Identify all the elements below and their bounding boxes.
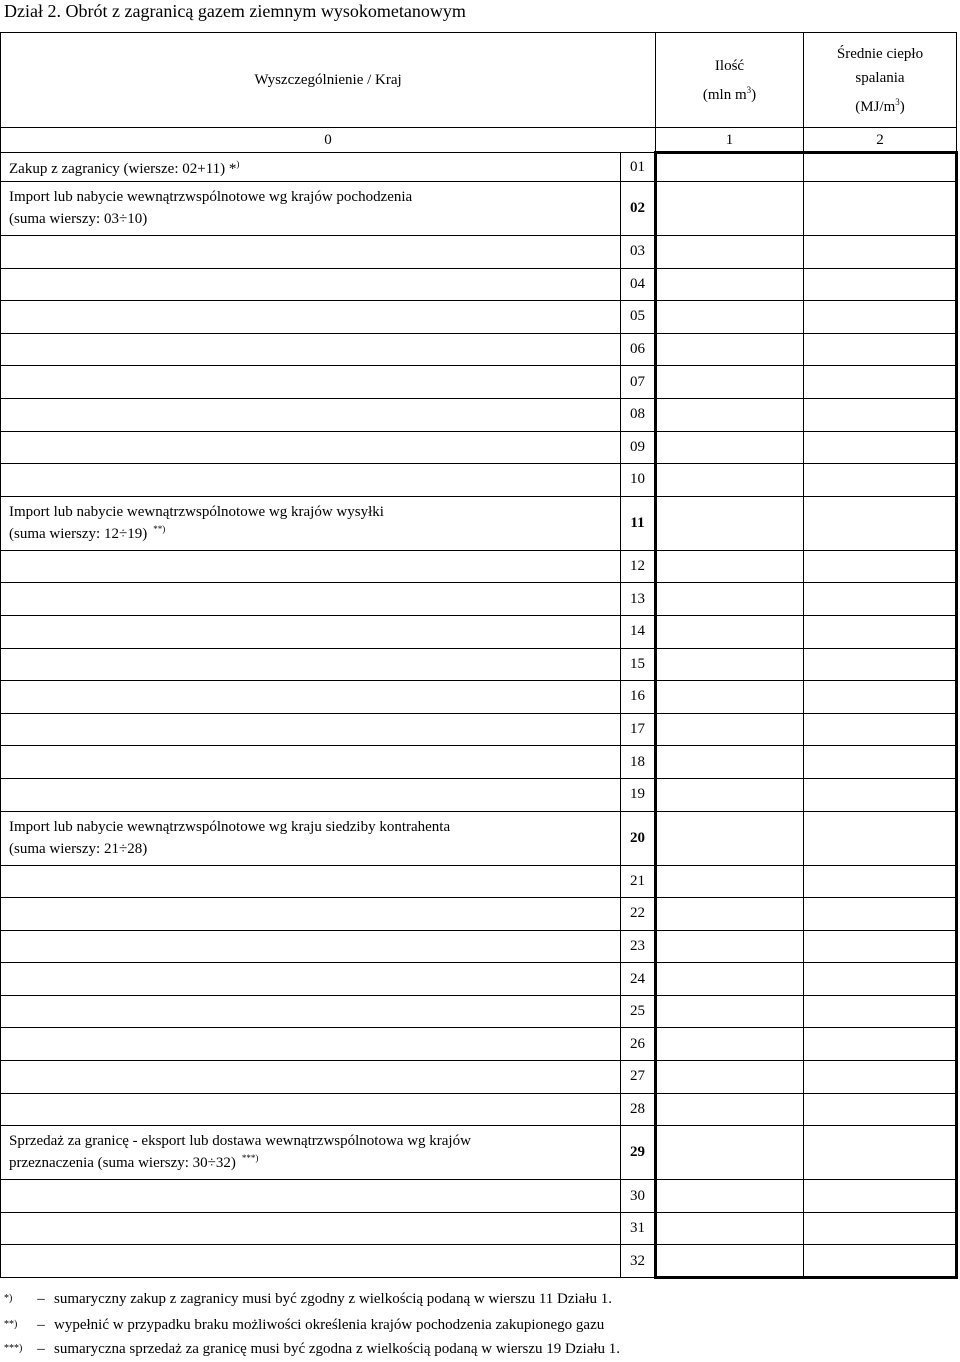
country-name-input[interactable] [1,583,621,616]
column-number-1: 1 [656,128,804,153]
country-row-quantity-input[interactable] [656,681,804,714]
country-row [1,1245,957,1278]
header-number-row [1,128,957,153]
row-number: 06 [621,333,656,366]
row-number-s01: 01 [621,153,656,182]
country-row-quantity-input[interactable] [656,713,804,746]
header-calorific [804,33,957,128]
row-number: 17 [621,713,656,746]
country-row-quantity-input[interactable] [656,333,804,366]
row-number: 10 [621,464,656,497]
country-row-calorific-input[interactable] [804,898,957,931]
country-row-quantity-input[interactable] [656,648,804,681]
header-quantity-unit: (mln $m^3$) [702,84,757,103]
country-row-calorific-input[interactable] [804,1028,957,1061]
country-row-calorific-input[interactable] [804,268,957,301]
country-row [1,464,957,497]
country-row [1,301,957,334]
header-description [1,33,656,128]
country-row [1,550,957,583]
footnote-1: *) – sumaryczny zakup z zagranicy musi być zgodny z wielkością podaną w wierszu 11 Działu 1. [4,1291,613,1307]
country-name-input[interactable] [1,778,621,811]
section-row-s01 [1,153,957,182]
row-number: 32 [621,1245,656,1278]
row-number: 13 [621,583,656,616]
header-calorific-label: Średnie ciepło [836,45,924,62]
country-row-calorific-input[interactable] [804,236,957,269]
country-name-input[interactable] [1,1245,621,1278]
country-row-calorific-input[interactable] [804,995,957,1028]
country-name-input[interactable] [1,398,621,431]
country-row-calorific-input[interactable] [804,963,957,996]
row-number: 15 [621,648,656,681]
footnote-3: ***) – sumaryczna sprzedaż za granicę musi być zgodna z wielkością podaną w wierszu 19 Działu 1. [4,1341,621,1357]
row-number: 28 [621,1093,656,1126]
country-row-calorific-input[interactable] [804,366,957,399]
section-row-s02 [1,182,957,236]
country-name-input[interactable] [1,333,621,366]
header-quantity-label: Ilość [714,57,745,74]
row-number: 18 [621,746,656,779]
row-number: 22 [621,898,656,931]
country-row-quantity-input[interactable] [656,550,804,583]
country-row [1,930,957,963]
country-row-quantity-input[interactable] [656,963,804,996]
row-number: 21 [621,865,656,898]
row-number: 03 [621,236,656,269]
country-row [1,746,957,779]
header-row [1,33,957,128]
country-row-calorific-input[interactable] [804,778,957,811]
country-row-calorific-input[interactable] [804,583,957,616]
country-row [1,681,957,714]
row-number: 04 [621,268,656,301]
country-name-input[interactable] [1,898,621,931]
country-row-quantity-input[interactable] [656,268,804,301]
country-row-calorific-input[interactable] [804,464,957,497]
country-name-input[interactable] [1,1061,621,1094]
row-number: 07 [621,366,656,399]
country-row [1,1093,957,1126]
row-number: 08 [621,398,656,431]
country-name-input[interactable] [1,865,621,898]
country-row [1,431,957,464]
country-row-quantity-input[interactable] [656,398,804,431]
country-row [1,865,957,898]
country-row-quantity-input[interactable] [656,615,804,648]
country-name-input[interactable] [1,746,621,779]
country-name-input[interactable] [1,995,621,1028]
row-number: 30 [621,1180,656,1213]
country-row-quantity-input[interactable] [656,1028,804,1061]
header-quantity [656,33,804,128]
row-number-s11: 11 [621,496,656,550]
country-row-quantity-input[interactable] [656,1061,804,1094]
row-number: 25 [621,995,656,1028]
country-row-quantity-input[interactable] [656,1093,804,1126]
country-name-input[interactable] [1,963,621,996]
country-row-calorific-input[interactable] [804,398,957,431]
country-row [1,268,957,301]
country-row-calorific-input[interactable] [804,615,957,648]
section-s20-calorific-input[interactable] [804,811,957,865]
country-row [1,713,957,746]
country-row-calorific-input[interactable] [804,1245,957,1278]
country-name-input[interactable] [1,713,621,746]
country-name-input[interactable] [1,366,621,399]
country-row-quantity-input[interactable] [656,930,804,963]
country-row-quantity-input[interactable] [656,301,804,334]
country-row-calorific-input[interactable] [804,713,957,746]
country-row-calorific-input[interactable] [804,746,957,779]
country-row [1,583,957,616]
column-number-2: 2 [804,128,957,153]
country-name-input[interactable] [1,681,621,714]
country-name-input[interactable] [1,550,621,583]
country-name-input[interactable] [1,268,621,301]
row-number: 27 [621,1061,656,1094]
country-row-calorific-input[interactable] [804,648,957,681]
country-row [1,995,957,1028]
country-row-calorific-input[interactable] [804,1180,957,1213]
section-label-s29: Sprzedaż za granicę - eksport lub dostawa wewnątrzwspólnotowa wg krajów przeznaczenia (suma wierszy: 30÷32) ***) [1,1126,621,1180]
section-s29-quantity-input[interactable] [656,1126,804,1180]
country-row-calorific-input[interactable] [804,550,957,583]
country-row-calorific-input[interactable] [804,1093,957,1126]
row-number: 19 [621,778,656,811]
section-s01-calorific-input[interactable] [804,153,957,182]
country-row [1,1028,957,1061]
country-row-quantity-input[interactable] [656,583,804,616]
country-row [1,1061,957,1094]
section-label-s01: Zakup z zagranicy (wiersze: 02+11) *) [1,153,621,182]
country-row-calorific-input[interactable] [804,1212,957,1245]
section-row-s20 [1,811,957,865]
section-s20-quantity-input[interactable] [656,811,804,865]
country-row [1,648,957,681]
row-number: 12 [621,550,656,583]
country-name-input[interactable] [1,1093,621,1126]
section-s29-calorific-input[interactable] [804,1126,957,1180]
country-row [1,1180,957,1213]
country-name-input[interactable] [1,301,621,334]
country-row-calorific-input[interactable] [804,681,957,714]
country-row-calorific-input[interactable] [804,301,957,334]
country-row-quantity-input[interactable] [656,236,804,269]
section-label-s11: Import lub nabycie wewnątrzwspólnotowe wg krajów wysyłki (suma wierszy: 12÷19) **) [1,496,621,550]
row-number: 23 [621,930,656,963]
country-row [1,333,957,366]
section-row-s29 [1,1126,957,1180]
country-name-input[interactable] [1,431,621,464]
country-row [1,615,957,648]
gas-trade-table [0,32,958,1279]
country-name-input[interactable] [1,464,621,497]
row-number-s02: 02 [621,182,656,236]
country-name-input[interactable] [1,615,621,648]
country-row [1,1212,957,1245]
country-row-quantity-input[interactable] [656,366,804,399]
column-number-0: 0 [1,128,656,153]
country-row-calorific-input[interactable] [804,930,957,963]
header-calorific-label-2: spalania [855,69,905,86]
country-row-calorific-input[interactable] [804,333,957,366]
section-row-s11 [1,496,957,550]
country-row [1,963,957,996]
country-row-quantity-input[interactable] [656,1180,804,1213]
row-number-s20: 20 [621,811,656,865]
country-name-input[interactable] [1,648,621,681]
section-s01-quantity-input[interactable] [656,153,804,182]
row-number-s29: 29 [621,1126,656,1180]
row-number: 05 [621,301,656,334]
country-row [1,366,957,399]
country-row-calorific-input[interactable] [804,431,957,464]
country-name-input[interactable] [1,236,621,269]
country-row-quantity-input[interactable] [656,1212,804,1245]
row-number: 26 [621,1028,656,1061]
country-name-input[interactable] [1,1212,621,1245]
country-row-quantity-input[interactable] [656,464,804,497]
country-row-quantity-input[interactable] [656,865,804,898]
country-row [1,236,957,269]
section-s11-calorific-input[interactable] [804,496,957,550]
row-number: 09 [621,431,656,464]
country-row-calorific-input[interactable] [804,1061,957,1094]
section-s02-quantity-input[interactable] [656,182,804,236]
section-label-s02: Import lub nabycie wewnątrzwspólnotowe wg krajów pochodzenia (suma wierszy: 03÷10) [1,182,621,236]
row-number: 31 [621,1212,656,1245]
country-row-quantity-input[interactable] [656,995,804,1028]
country-name-input[interactable] [1,1028,621,1061]
country-row-quantity-input[interactable] [656,778,804,811]
country-row-quantity-input[interactable] [656,431,804,464]
section-title: Dział 2. Obrót z zagranicą gazem ziemnym wysokometanowym [4,1,466,21]
country-name-input[interactable] [1,1180,621,1213]
section-s11-quantity-input[interactable] [656,496,804,550]
footnote-2: **) – wypełnić w przypadku braku możliwości określenia krajów pochodzenia zakupionego gazu [4,1317,605,1333]
country-row-quantity-input[interactable] [656,898,804,931]
country-name-input[interactable] [1,930,621,963]
country-row [1,778,957,811]
row-number: 16 [621,681,656,714]
row-number: 14 [621,615,656,648]
country-row-quantity-input[interactable] [656,1245,804,1278]
header-description-label: Wyszczególnienie / Kraj [254,72,402,88]
section-s02-calorific-input[interactable] [804,182,957,236]
row-number: 24 [621,963,656,996]
country-row-quantity-input[interactable] [656,746,804,779]
country-row [1,398,957,431]
country-row [1,898,957,931]
header-calorific-unit: $(MJ/m^3)$ [855,96,905,115]
section-label-s20: Import lub nabycie wewnątrzwspólnotowe wg kraju siedziby kontrahenta (suma wierszy: 21÷28) [1,811,621,865]
country-row-calorific-input[interactable] [804,865,957,898]
